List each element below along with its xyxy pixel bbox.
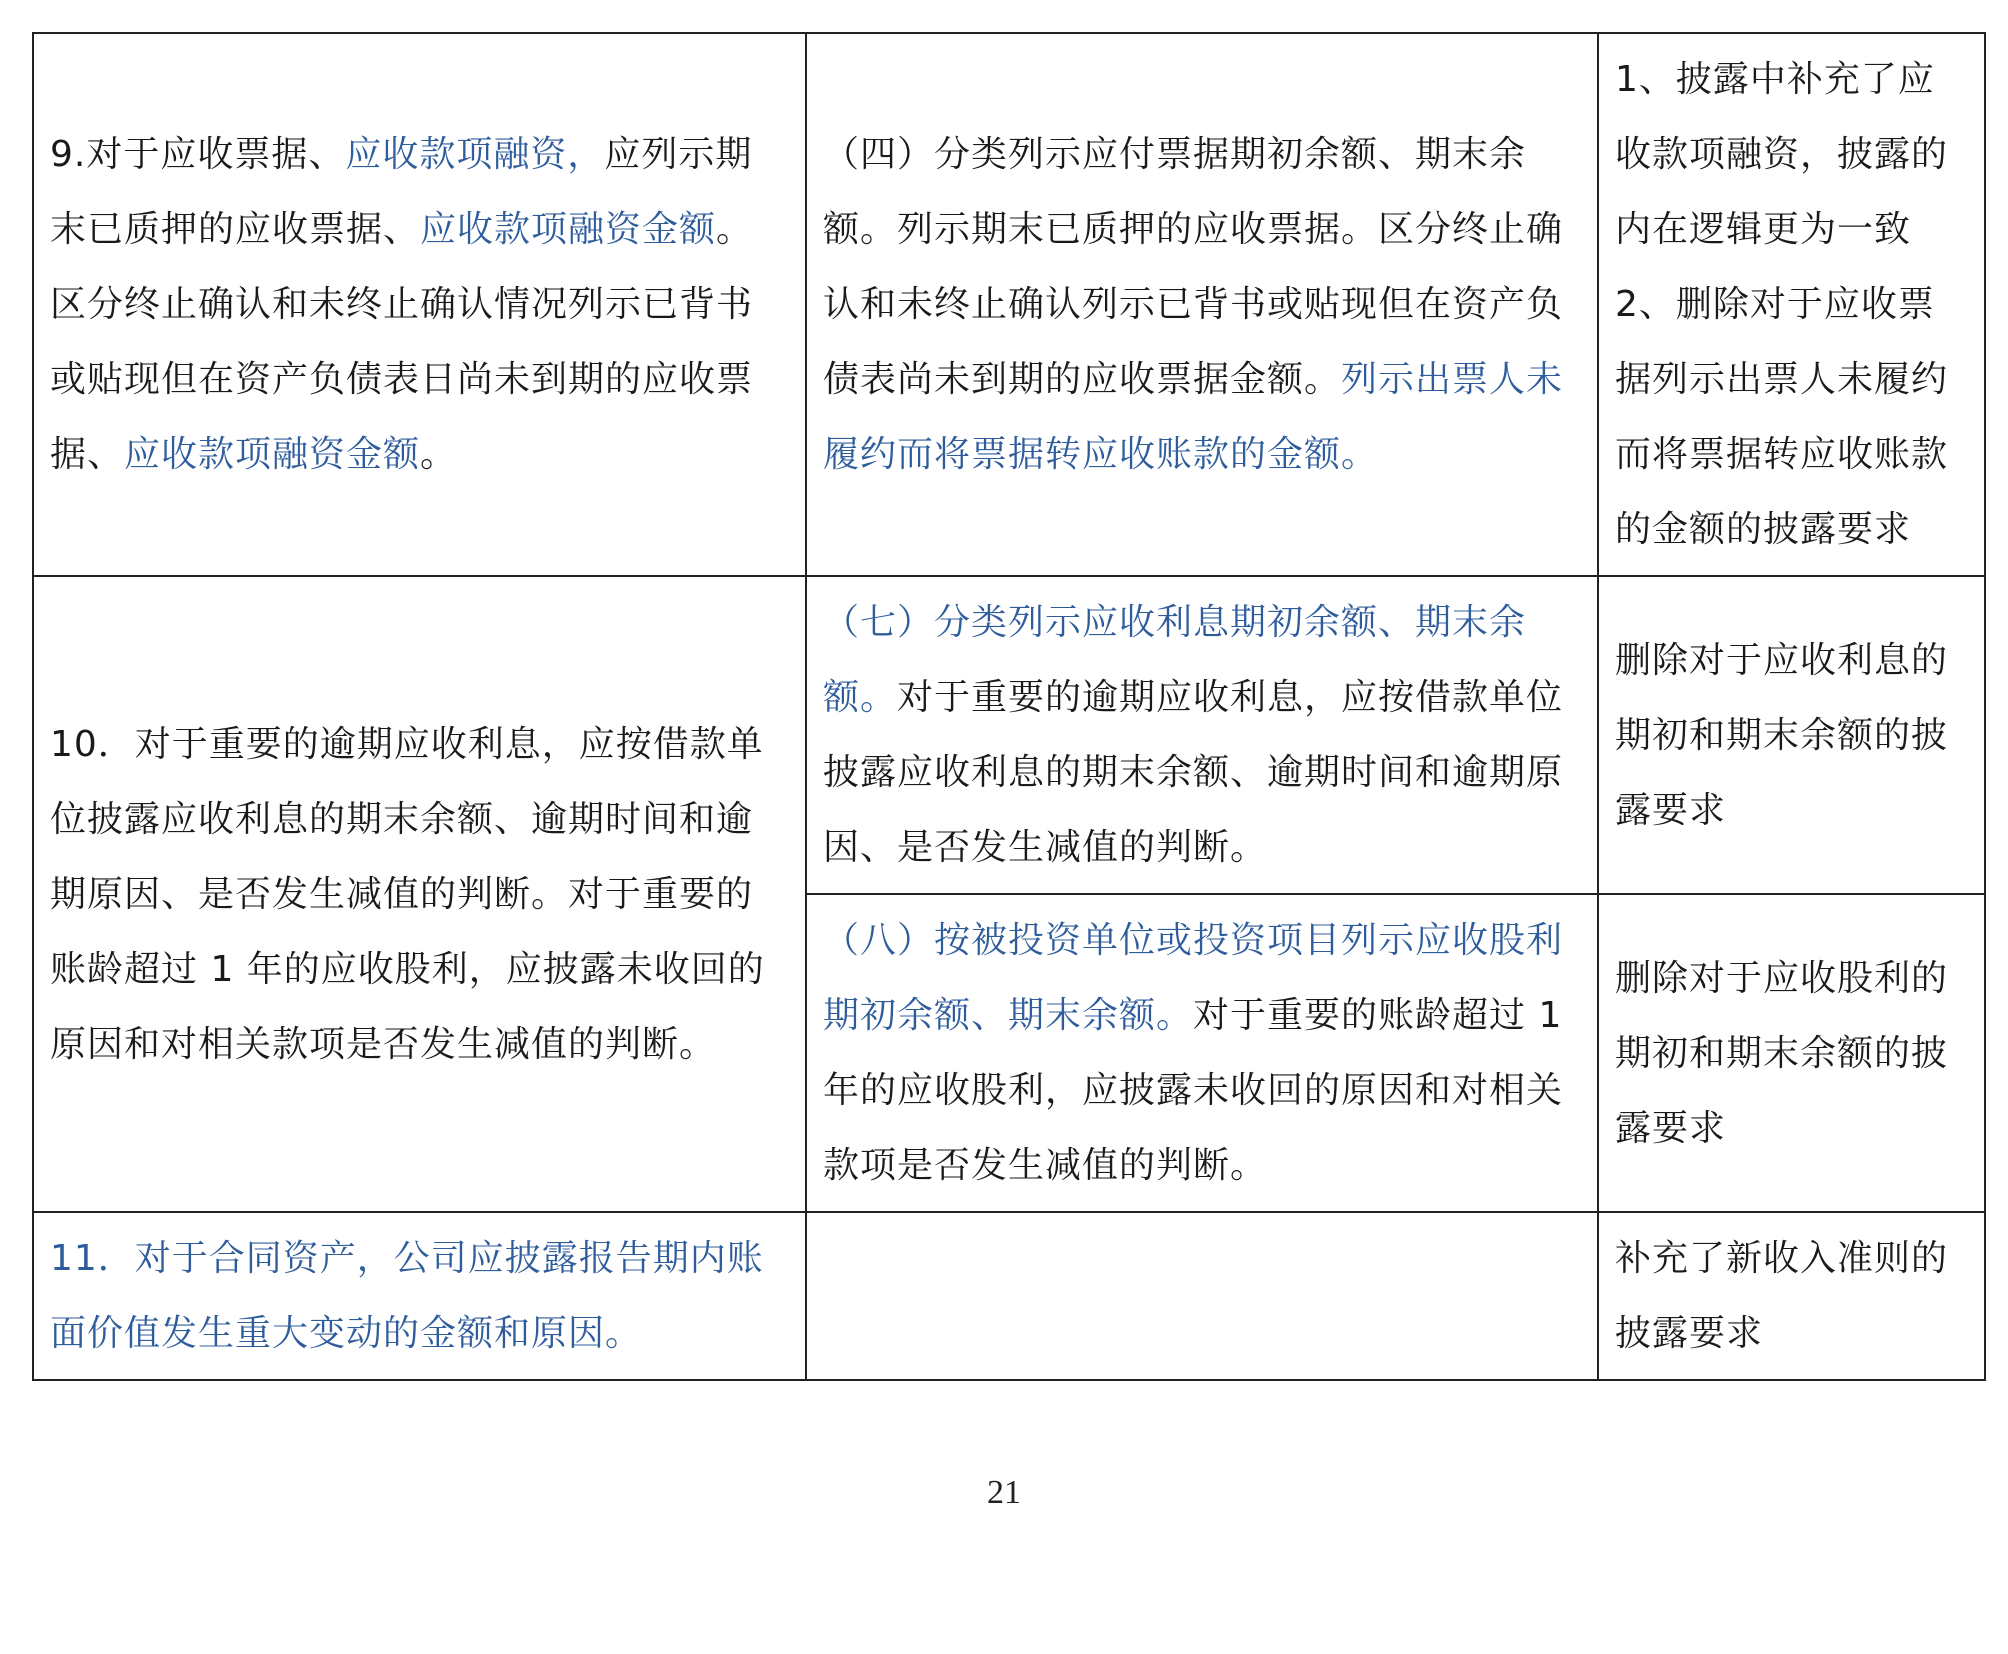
cell-text: 对于重要的逾期应收利息，应按借款单位披露应收利息的期末余额、逾期时间和逾期原因、是否发生减值的判断。 [823,677,1564,868]
highlighted-text: 应收款项融资金额 [124,434,421,475]
cell-text: 删除对于应收利息的期初和期末余额的披露要求 [1615,639,1949,831]
highlighted-text: 应收款项融资， [345,134,605,175]
cell-row1-new-standard [806,33,1598,576]
cell-text: 。 [420,434,458,475]
table-row [33,576,1985,894]
cell-text: （四）分类列示应付票据期初余额、期末余额。列示期末已质押的应收票据。区分终止确认和未终止确认列示已背书或贴现但在资产负债表尚未到期的应收票据金额。 [823,134,1564,400]
highlighted-text: 应收款项融资金额 [420,209,717,250]
cell-row3-new-standard [806,1212,1598,1380]
cell-row1-change-note [1598,33,1985,576]
cell-text: 1、披露中补充了应收款项融资，披露的内在逻辑更为一致2、删除对于应收票据列示出票人未履约而将票据转应收账款的金额的披露要求 [1615,59,1949,550]
cell-row2-old-standard [33,576,806,1212]
table-row [33,33,1985,576]
highlighted-text: （七）分类列示应收利息期初余额、期末余额。 [823,602,1527,718]
highlighted-text: （八）按被投资单位或投资项目列示应收股利期初余额、期末余额。 [823,920,1564,1036]
cell-row3-change-note [1598,1212,1985,1380]
cell-text: 。区分终止确认和未终止确认情况列示已背书或贴现但在资产负债表日尚未到期的应收票据、 [50,209,754,475]
comparison-table [32,32,1986,1381]
cell-row2a-change-note [1598,576,1985,894]
cell-text: 10．对于重要的逾期应收利息，应按借款单位披露应收利息的期末余额、逾期时间和逾期原因、是否发生减值的判断。对于重要的账龄超过 1 年的应收股利，应披露未收回的原因和对相关款项是否发生减值的判断。 [50,723,765,1065]
cell-row1-old-standard [33,33,806,576]
table-row [33,1212,1985,1380]
page-number: 21 [987,1474,1021,1511]
highlighted-text: 列示出票人未履约而将票据转应收账款的金额。 [823,359,1564,475]
cell-text: 应列示期末已质押的应收票据、 [50,134,753,250]
cell-text: 9.对于应收票据、 [50,134,346,175]
highlighted-text: 11．对于合同资产，公司应披露报告期内账面价值发生重大变动的金额和原因。 [50,1238,764,1354]
cell-text: 对于重要的账龄超过 1 年的应收股利，应披露未收回的原因和对相关款项是否发生减值的判断。 [823,995,1564,1186]
cell-row2b-change-note [1598,894,1985,1212]
cell-row2a-new-standard [806,576,1598,894]
cell-row3-old-standard [33,1212,806,1380]
cell-text: 删除对于应收股利的期初和期末余额的披露要求 [1615,957,1949,1149]
cell-row2b-new-standard [806,894,1598,1212]
cell-text: 补充了新收入准则的披露要求 [1615,1238,1949,1354]
